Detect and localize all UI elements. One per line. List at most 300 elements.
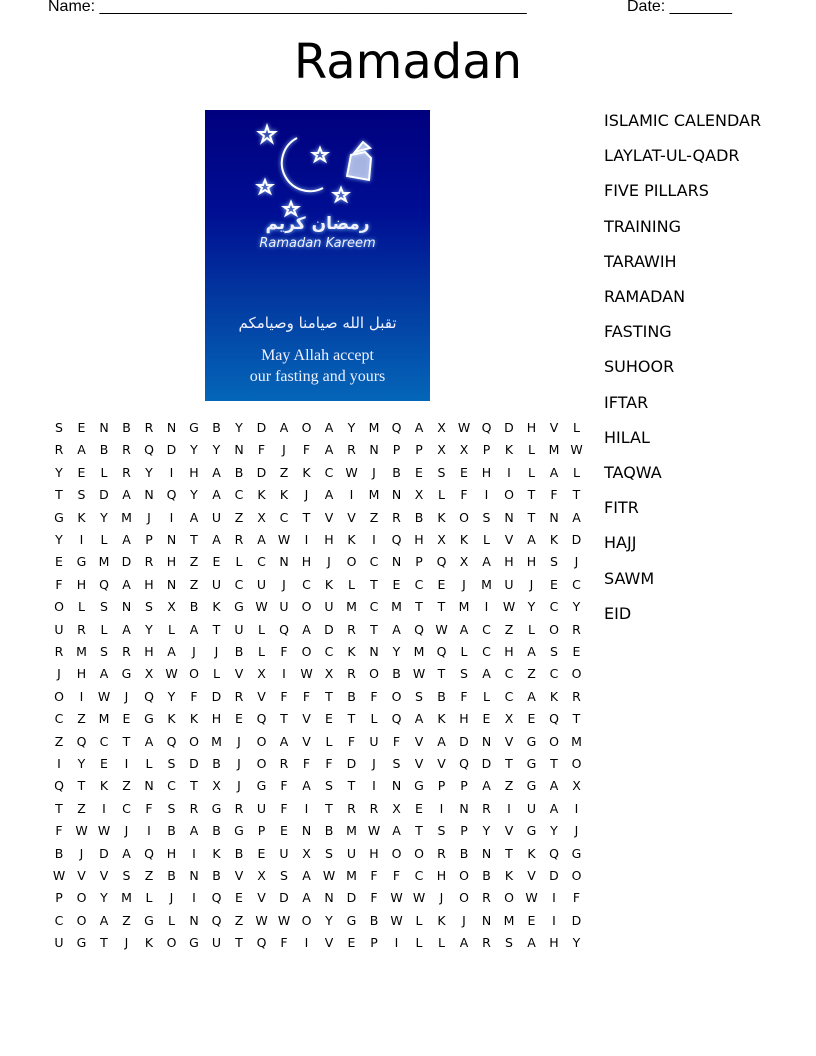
grid-letter: A — [527, 532, 536, 547]
grid-letter: L — [460, 644, 468, 659]
grid-letter: S — [325, 845, 333, 861]
grid-letter: K — [437, 912, 446, 928]
grid-letter: F — [280, 778, 288, 794]
grid-letter: C — [122, 800, 131, 816]
grid-letter: B — [212, 868, 221, 883]
grid-letter: B — [482, 868, 491, 883]
grid-letter: K — [324, 576, 334, 592]
grid-letter: D — [256, 420, 267, 435]
grid-letter: M — [98, 554, 110, 570]
grid-letter: V — [324, 509, 334, 525]
grid-letter: V — [414, 756, 424, 771]
grid-letter: R — [189, 800, 199, 816]
grid-letter: B — [414, 509, 424, 525]
grid-letter: C — [482, 621, 491, 637]
grid-letter: A — [549, 800, 559, 816]
grid-letter: X — [257, 868, 266, 883]
grid-letter: E — [257, 845, 266, 861]
grid-letter: L — [213, 666, 220, 682]
grid-letter: C — [234, 576, 244, 592]
grid-letter: X — [414, 487, 424, 503]
grid-letter: I — [169, 464, 174, 480]
grid-letter: L — [528, 621, 535, 637]
word-list-item: IFTAR — [604, 392, 649, 412]
grid-letter: K — [257, 487, 266, 503]
grid-letter: U — [369, 733, 379, 749]
grid-letter: X — [167, 599, 176, 615]
grid-letter: S — [100, 599, 108, 615]
grid-letter: O — [256, 733, 267, 749]
grid-letter: T — [415, 823, 423, 839]
grid-letter: U — [211, 576, 222, 592]
grid-letter: Q — [459, 756, 469, 771]
grid-letter: Q — [54, 778, 64, 794]
grid-letter: Z — [527, 666, 536, 682]
grid-letter: T — [325, 688, 333, 704]
grid-letter: D — [346, 890, 357, 906]
grid-letter: G — [121, 666, 132, 682]
grid-letter: Q — [211, 912, 222, 928]
star-icon — [334, 188, 348, 201]
grid-letter: U — [234, 621, 244, 637]
grid-letter: P — [145, 532, 153, 547]
grid-letter: L — [258, 644, 265, 659]
grid-letter: W — [322, 868, 336, 883]
word-list-item: FIVE PILLARS — [604, 181, 709, 201]
grid-letter: V — [504, 733, 514, 749]
grid-letter: Q — [211, 890, 222, 906]
grid-letter: A — [459, 621, 469, 637]
grid-letter: R — [572, 621, 581, 637]
word-list-item: SUHOOR — [604, 357, 675, 377]
grid-letter: W — [277, 912, 291, 928]
grid-letter: X — [392, 800, 401, 816]
grid-letter: Q — [99, 576, 109, 592]
grid-letter: M — [98, 711, 110, 727]
grid-letter: C — [414, 868, 424, 883]
grid-letter: S — [100, 644, 108, 659]
grid-letter: Y — [235, 420, 243, 435]
grid-letter: A — [144, 733, 154, 749]
grid-letter: A — [324, 420, 334, 435]
grid-letter: A — [212, 487, 221, 503]
grid-letter: C — [549, 599, 559, 615]
grid-letter: Z — [234, 912, 244, 928]
grid-letter: Q — [144, 688, 154, 704]
grid-letter: V — [549, 420, 559, 435]
grid-letter: I — [484, 599, 489, 615]
grid-letter: T — [100, 935, 108, 951]
grid-letter: Z — [504, 778, 514, 794]
grid-letter: J — [124, 823, 129, 839]
grid-letter: O — [459, 509, 469, 525]
grid-letter: Q — [549, 711, 559, 727]
grid-letter: S — [415, 688, 423, 704]
grid-letter: D — [99, 487, 109, 503]
grid-letter: R — [347, 442, 356, 458]
grid-letter: Q — [279, 621, 289, 637]
grid-letter: U — [526, 800, 537, 816]
grid-letter: V — [257, 688, 266, 704]
grid-letter: B — [212, 420, 221, 435]
grid-letter: X — [437, 442, 446, 458]
grid-letter: W — [457, 420, 471, 435]
grid-letter: J — [147, 509, 151, 525]
grid-letter: Q — [436, 554, 447, 570]
grid-letter: R — [347, 666, 356, 682]
grid-letter: G — [234, 823, 244, 839]
grid-letter: S — [460, 666, 468, 682]
grid-letter: Z — [279, 464, 289, 480]
grid-letter: F — [190, 688, 198, 704]
grid-letter: T — [347, 711, 356, 727]
grid-letter: A — [482, 666, 491, 682]
grid-letter: N — [391, 487, 402, 503]
grid-letter: D — [256, 464, 267, 480]
grid-letter: R — [369, 800, 379, 816]
grid-letter: X — [437, 420, 446, 435]
grid-letter: J — [372, 464, 376, 480]
grid-letter: R — [234, 800, 244, 816]
grid-letter: T — [527, 487, 536, 503]
grid-letter: A — [302, 778, 311, 794]
grid-letter: T — [325, 800, 333, 816]
word-list-item: FITR — [604, 498, 639, 518]
grid-letter: T — [235, 935, 243, 951]
grid-letter: M — [121, 890, 132, 906]
grid-letter: U — [256, 576, 267, 592]
grid-letter: A — [414, 711, 424, 727]
grid-letter: R — [482, 800, 491, 816]
grid-letter: A — [257, 532, 266, 547]
grid-letter: Q — [144, 442, 154, 458]
grid-letter: O — [54, 688, 64, 704]
grid-letter: Y — [190, 487, 198, 503]
word-list-item: LAYLAT-UL-QADR — [604, 146, 740, 166]
grid-letter: J — [574, 554, 579, 570]
grid-letter: Y — [550, 823, 558, 839]
grid-letter: F — [55, 823, 63, 839]
grid-letter: R — [482, 890, 491, 906]
grid-letter: E — [77, 420, 86, 435]
grid-letter: Q — [436, 644, 447, 659]
grid-letter: O — [391, 688, 402, 704]
grid-letter: G — [76, 935, 87, 951]
grid-letter: T — [505, 845, 513, 861]
grid-letter: N — [459, 800, 469, 816]
grid-letter: J — [237, 778, 241, 794]
grid-letter: W — [435, 621, 448, 637]
grid-letter: I — [484, 487, 489, 503]
grid-letter: A — [527, 688, 536, 704]
grid-letter: T — [527, 509, 536, 525]
grid-letter: X — [504, 711, 514, 727]
grid-letter: F — [280, 935, 288, 951]
grid-letter: U — [256, 800, 267, 816]
grid-letter: H — [144, 644, 154, 659]
grid-letter: L — [100, 464, 108, 480]
grid-letter: A — [77, 442, 86, 458]
grid-letter: X — [324, 666, 334, 682]
grid-letter: J — [124, 935, 129, 951]
grid-letter: H — [166, 554, 177, 570]
grid-letter: K — [549, 688, 559, 704]
grid-letter: A — [572, 509, 581, 525]
grid-letter: I — [124, 756, 129, 771]
grid-letter: V — [504, 532, 514, 547]
grid-letter: H — [504, 644, 514, 659]
grid-letter: I — [349, 487, 354, 503]
grid-letter: I — [574, 800, 579, 816]
grid-letter: Z — [189, 554, 199, 570]
grid-letter: J — [169, 890, 174, 906]
grid-letter: E — [235, 711, 243, 727]
grid-letter: J — [192, 644, 196, 659]
grid-letter: A — [122, 576, 131, 592]
grid-letter: I — [439, 800, 444, 816]
grid-letter: U — [211, 935, 222, 951]
grid-letter: V — [302, 711, 311, 727]
grid-letter: V — [302, 733, 311, 749]
grid-letter: U — [279, 845, 289, 861]
grid-letter: C — [549, 666, 559, 682]
grid-letter: O — [189, 666, 199, 682]
grid-letter: B — [234, 644, 244, 659]
grid-letter: M — [346, 599, 357, 615]
grid-letter: T — [370, 576, 378, 592]
grid-letter: D — [571, 532, 582, 547]
grid-letter: K — [504, 868, 514, 883]
grid-letter: D — [504, 420, 514, 435]
grid-letter: T — [505, 756, 513, 771]
grid-letter: G — [526, 733, 537, 749]
grid-letter: O — [301, 420, 312, 435]
grid-letter: E — [460, 464, 468, 480]
grid-letter: K — [504, 442, 514, 458]
grid-letter: N — [144, 487, 154, 503]
grid-letter: T — [437, 599, 446, 615]
grid-letter: S — [167, 756, 176, 771]
grid-letter: R — [234, 532, 244, 547]
grid-letter: M — [548, 442, 560, 458]
grid-letter: I — [57, 756, 61, 771]
grid-letter: M — [76, 644, 87, 659]
grid-letter: T — [572, 711, 581, 727]
grid-letter: A — [392, 823, 401, 839]
grid-letter: S — [145, 599, 153, 615]
grid-letter: X — [212, 778, 221, 794]
grid-letter: K — [279, 487, 289, 503]
grid-letter: B — [167, 823, 176, 839]
grid-letter: A — [549, 778, 559, 794]
grid-letter: X — [459, 442, 469, 458]
grid-letter: Y — [77, 756, 86, 771]
grid-letter: M — [346, 868, 357, 883]
grid-letter: J — [282, 576, 286, 592]
grid-letter: B — [212, 756, 221, 771]
grid-letter: E — [212, 554, 221, 570]
grid-letter: L — [415, 912, 423, 928]
grid-letter: L — [235, 554, 243, 570]
grid-letter: A — [167, 644, 176, 659]
grid-letter: O — [571, 666, 582, 682]
grid-letter: C — [572, 576, 581, 592]
grid-letter: K — [347, 532, 356, 547]
grid-letter: G — [256, 778, 267, 794]
grid-letter: E — [572, 644, 581, 659]
grid-letter: W — [570, 442, 583, 458]
grid-letter: W — [165, 666, 178, 682]
grid-letter: K — [347, 644, 356, 659]
grid-letter: E — [527, 912, 536, 928]
grid-letter: F — [302, 442, 311, 458]
grid-letter: L — [168, 621, 175, 637]
grid-letter: A — [302, 868, 311, 883]
grid-letter: C — [324, 464, 334, 480]
grid-letter: D — [166, 442, 177, 458]
grid-letter: Y — [100, 890, 108, 906]
grid-letter: L — [168, 912, 175, 928]
grid-letter: O — [256, 756, 267, 771]
grid-letter: B — [212, 823, 221, 839]
grid-letter: A — [122, 621, 131, 637]
grid-letter: A — [414, 420, 424, 435]
grid-letter: B — [369, 912, 379, 928]
grid-letter: F — [325, 756, 333, 771]
grid-letter: Y — [347, 420, 356, 435]
grid-letter: S — [167, 800, 176, 816]
grid-letter: L — [100, 621, 108, 637]
grid-letter: J — [57, 666, 61, 682]
grid-letter: T — [280, 711, 288, 727]
grid-letter: Y — [482, 823, 491, 839]
grid-letter: Z — [122, 912, 131, 928]
grid-letter: Q — [76, 733, 87, 749]
grid-letter: A — [279, 733, 289, 749]
grid-letter: F — [280, 800, 288, 816]
crescent-moon-icon — [282, 138, 323, 191]
grid-letter: X — [302, 845, 311, 861]
grid-letter: I — [304, 532, 309, 547]
grid-letter: C — [54, 912, 64, 928]
grid-letter: I — [507, 464, 511, 480]
grid-letter: N — [166, 420, 177, 435]
grid-letter: L — [145, 890, 153, 906]
grid-letter: K — [167, 711, 176, 727]
grid-letter: F — [145, 800, 153, 816]
grid-letter: J — [124, 688, 129, 704]
grid-letter: R — [122, 644, 131, 659]
grid-letter: U — [211, 509, 222, 525]
grid-letter: Q — [391, 711, 402, 727]
grid-letter: K — [302, 464, 311, 480]
star-icon — [258, 180, 272, 193]
grid-letter: H — [76, 576, 87, 592]
grid-letter: G — [234, 599, 244, 615]
grid-letter: J — [237, 733, 241, 749]
grid-letter: T — [122, 733, 131, 749]
grid-letter: V — [99, 868, 109, 883]
grid-letter: Q — [256, 711, 267, 727]
grid-letter: B — [234, 845, 244, 861]
grid-letter: T — [347, 778, 356, 794]
grid-letter: S — [280, 868, 288, 883]
grid-letter: P — [482, 442, 491, 458]
grid-letter: B — [122, 420, 131, 435]
grid-letter: L — [438, 935, 445, 951]
grid-letter: K — [99, 778, 109, 794]
grid-letter: N — [481, 912, 492, 928]
grid-letter: G — [526, 778, 537, 794]
grid-letter: O — [301, 599, 312, 615]
grid-letter: C — [54, 711, 64, 727]
grid-letter: R — [122, 464, 131, 480]
grid-letter: D — [121, 554, 132, 570]
grid-letter: N — [166, 576, 177, 592]
grid-letter: E — [437, 576, 446, 592]
grid-letter: N — [144, 778, 154, 794]
grid-letter: N — [369, 644, 379, 659]
grid-letter: O — [391, 845, 402, 861]
grid-letter: H — [459, 711, 469, 727]
grid-letter: T — [302, 509, 311, 525]
grid-letter: I — [147, 823, 151, 839]
grid-letter: H — [526, 554, 537, 570]
grid-letter: Y — [572, 935, 581, 951]
grid-letter: J — [327, 554, 331, 570]
word-list-item: SAWM — [604, 568, 655, 588]
grid-letter: W — [502, 599, 516, 615]
grid-letter: P — [415, 442, 423, 458]
grid-letter: F — [257, 442, 266, 458]
grid-letter: W — [525, 890, 538, 906]
grid-letter: L — [483, 688, 490, 704]
grid-letter: A — [527, 644, 536, 659]
grid-letter: K — [77, 509, 86, 525]
caption-line-2: our fasting and yours — [249, 368, 386, 385]
grid-letter: N — [279, 554, 289, 570]
grid-letter: M — [121, 509, 132, 525]
grid-letter: F — [370, 688, 378, 704]
grid-letter: C — [167, 778, 176, 794]
grid-letter: H — [76, 666, 87, 682]
grid-letter: F — [370, 890, 378, 906]
grid-letter: H — [526, 420, 537, 435]
grid-letter: T — [370, 621, 378, 637]
lantern-icon — [347, 142, 371, 180]
grid-letter: W — [255, 599, 268, 615]
grid-letter: S — [77, 487, 86, 503]
grid-letter: A — [189, 823, 199, 839]
grid-letter: Z — [77, 711, 86, 727]
grid-letter: C — [99, 733, 109, 749]
grid-letter: L — [145, 756, 153, 771]
grid-letter: F — [460, 487, 468, 503]
grid-letter: L — [528, 442, 535, 458]
grid-letter: M — [391, 599, 402, 615]
grid-letter: Z — [234, 509, 244, 525]
grid-letter: A — [324, 442, 334, 458]
grid-letter: M — [571, 733, 582, 749]
grid-letter: W — [97, 688, 111, 704]
grid-letter: E — [527, 711, 536, 727]
grid-letter: O — [54, 599, 64, 615]
grid-letter: P — [437, 778, 446, 794]
grid-letter: R — [144, 420, 154, 435]
grid-letter: Y — [527, 599, 536, 615]
grid-letter: B — [167, 868, 176, 883]
word-list-item: HILAL — [604, 427, 650, 447]
